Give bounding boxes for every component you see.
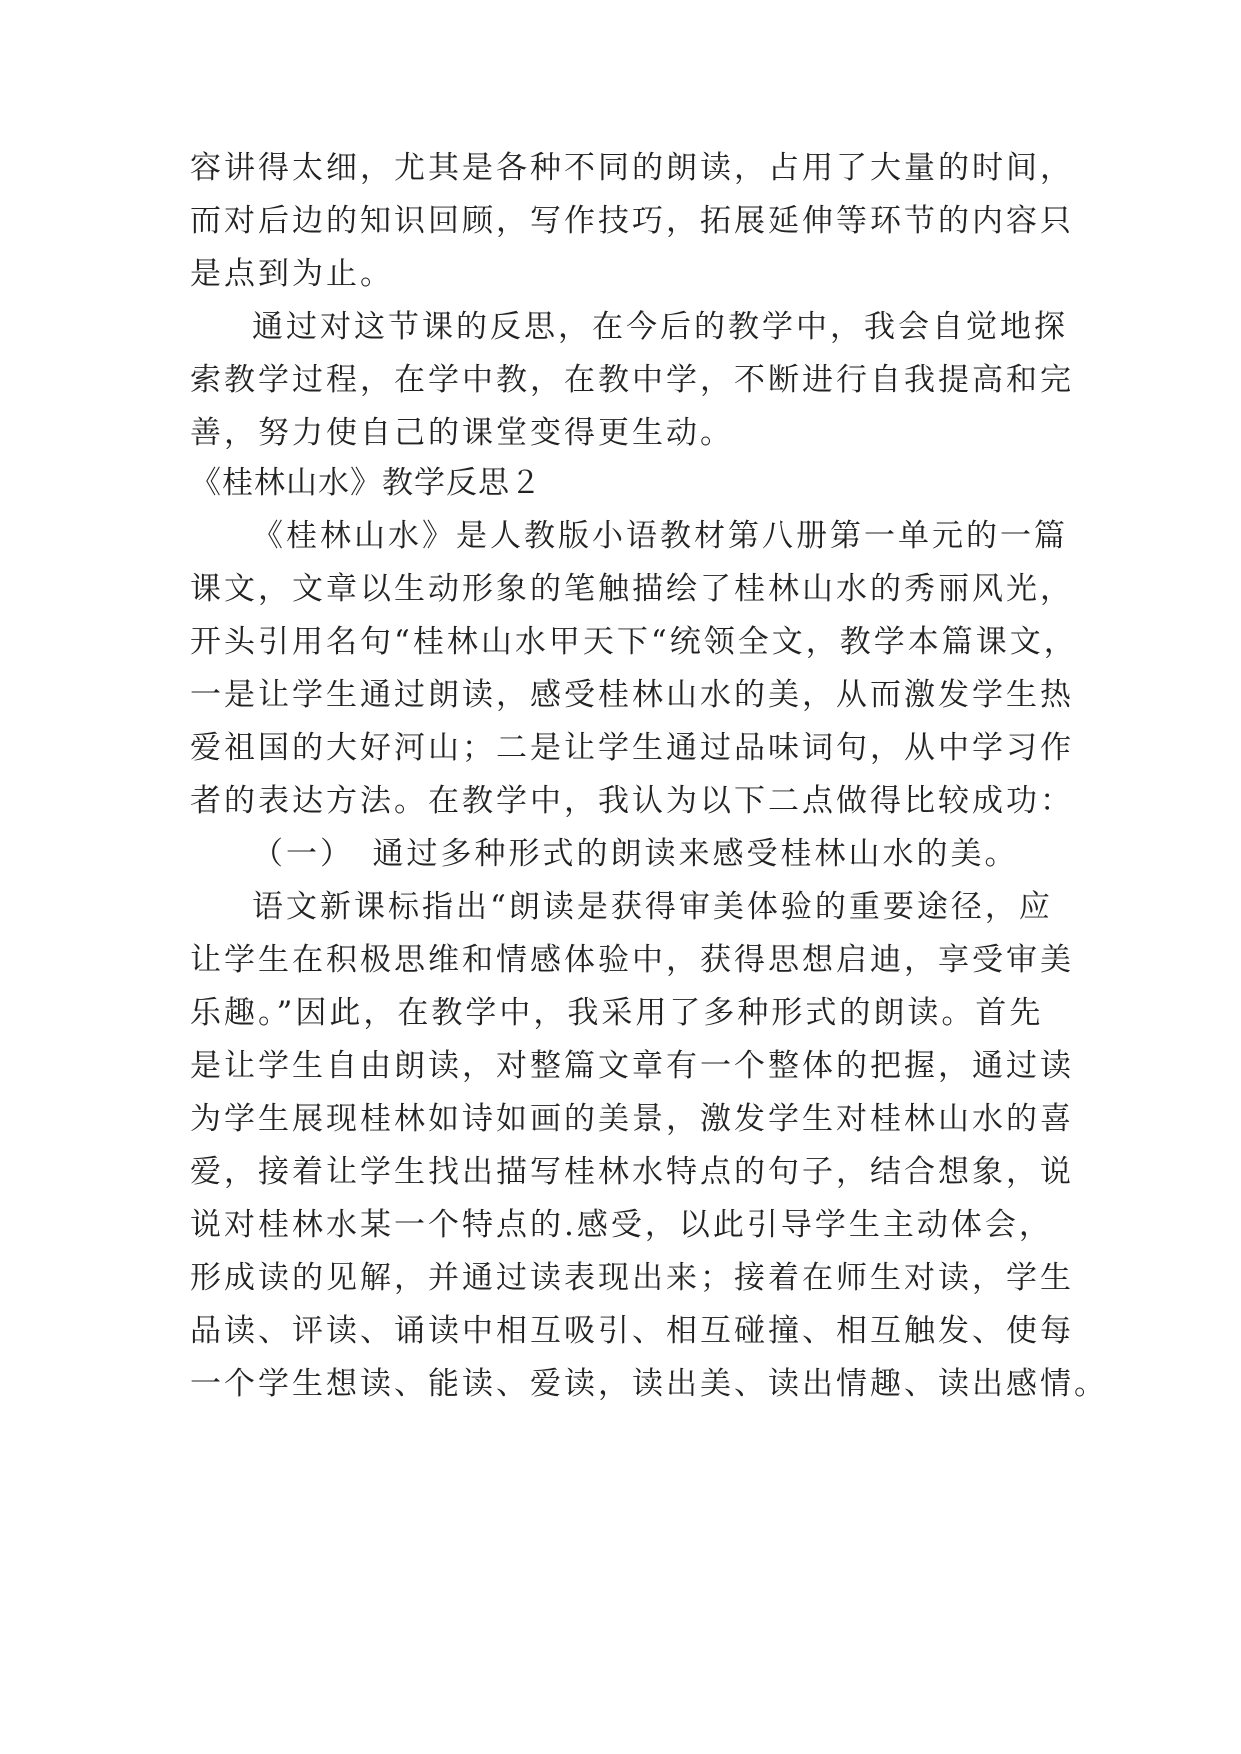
text-line: 一个学生想读、能读、爱读，读出美、读出情趣、读出感情。	[190, 1366, 1108, 1402]
text-line: 爱，接着让学生找出描写桂林水特点的句子，结合想象，说	[190, 1154, 1074, 1190]
text-line: 开头引用名句“桂林山水甲天下“统领全文，教学本篇课文，	[190, 624, 1078, 660]
text-line: 索教学过程，在学中教，在教中学，不断进行自我提高和完	[190, 362, 1074, 398]
text-line: 是让学生自由朗读，对整篇文章有一个整体的把握，通过读	[190, 1048, 1074, 1084]
text-line: 是点到为止。	[190, 256, 394, 292]
text-line: 乐趣。”因此，在教学中，我采用了多种形式的朗读。首先	[190, 995, 1044, 1031]
text-line: 形成读的见解，并通过读表现出来；接着在师生对读，学生	[190, 1260, 1074, 1296]
text-line: 而对后边的知识回顾，写作技巧，拓展延伸等环节的内容只	[190, 203, 1074, 239]
paragraph-start: 《桂林山水》是人教版小语教材第八册第一单元的一篇	[252, 518, 1068, 554]
text-line: 容讲得太细，尤其是各种不同的朗读，占用了大量的时间，	[190, 150, 1074, 186]
paragraph-start: 通过对这节课的反思，在今后的教学中，我会自觉地探	[252, 309, 1068, 345]
text-line: 善，努力使自己的课堂变得更生动。	[190, 415, 734, 451]
text-line: 课文，文章以生动形象的笔触描绘了桂林山水的秀丽风光，	[190, 571, 1074, 607]
text-line: 品读、评读、诵读中相互吸引、相互碰撞、相互触发、使每	[190, 1313, 1074, 1349]
text-line: 一是让学生通过朗读，感受桂林山水的美，从而激发学生热	[190, 677, 1074, 713]
text-line: 让学生在积极思维和情感体验中，获得思想启迪，享受审美	[190, 942, 1074, 978]
text-line: 爱祖国的大好河山；二是让学生通过品味词句，从中学习作	[190, 730, 1074, 766]
subheading: （一） 通过多种形式的朗读来感受桂林山水的美。	[252, 836, 1019, 872]
text-line: 者的表达方法。在教学中，我认为以下二点做得比较成功：	[190, 783, 1074, 819]
text-line: 为学生展现桂林如诗如画的美景，激发学生对桂林山水的喜	[190, 1101, 1074, 1137]
text-line: 说对桂林水某一个特点的.感受，以此引导学生主动体会，	[190, 1207, 1053, 1243]
section-title: 《桂林山水》教学反思２	[190, 465, 542, 501]
paragraph-start: 语文新课标指出“朗读是获得审美体验的重要途径，应	[252, 889, 1053, 925]
